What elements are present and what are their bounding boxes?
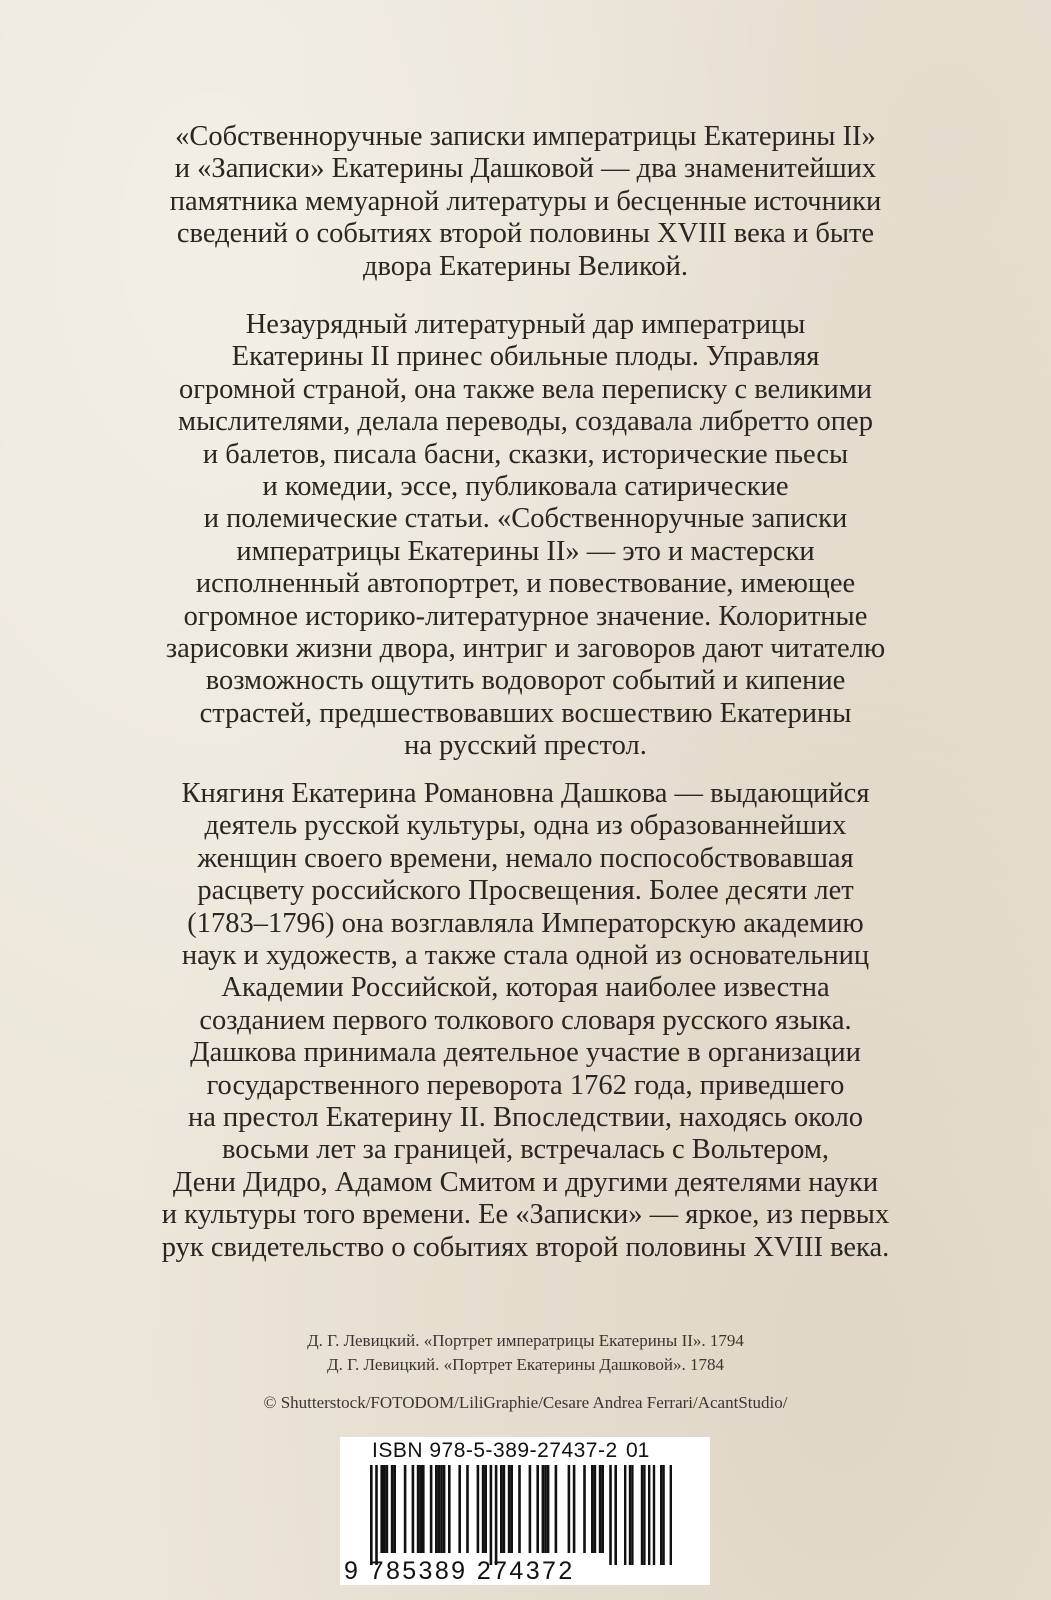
text-line: страстей, предшествовавших восшествию Екатерины: [199, 697, 852, 729]
barcode-bar: [503, 1465, 506, 1553]
barcode-bar: [484, 1465, 487, 1553]
barcode-bar: [443, 1465, 446, 1553]
annotation-paragraph-1: [100, 121, 951, 283]
barcode-bar: [477, 1465, 480, 1553]
caption-line: Д. Г. Левицкий. «Портрет императрицы Екатерины II». 1794: [307, 1331, 744, 1350]
barcode-bar: [490, 1465, 493, 1565]
text-line: огромной страной, она также вела переписку с великими: [178, 373, 873, 405]
text-line: Екатерины II принес обильные плоды. Управляя: [231, 341, 820, 373]
caption-line: Д. Г. Левицкий. «Портрет Екатерины Дашковой». 1784: [326, 1355, 725, 1374]
barcode-bar: [544, 1465, 547, 1553]
barcode-bar: [500, 1465, 503, 1553]
text-line: созданием первого толкового словаря русского языка.: [199, 1004, 852, 1036]
text-line: памятника мемуарной литературы и бесценные источники: [169, 185, 882, 217]
text-line: Княгиня Екатерина Романовна Дашкова — выдающийся: [181, 778, 870, 809]
text-line: деятель русской культуры, одна из образованнейших: [204, 810, 847, 842]
barcode-bar: [466, 1465, 469, 1553]
barcode-bar: [609, 1465, 612, 1565]
text-line: сведений о событиях второй половины XVIII века и быте: [176, 218, 875, 250]
text-line: Академии Российской, которая наиболее известна: [221, 972, 830, 1004]
barcode-bar: [594, 1465, 597, 1553]
barcode-bar: [547, 1465, 550, 1553]
barcode-bar: [422, 1465, 425, 1553]
barcode-bar: [386, 1465, 389, 1553]
addon-bar: [653, 1465, 655, 1565]
barcode-bar: [412, 1465, 415, 1553]
text-line: мыслителями, делала переводы, создавала либретто опер: [178, 406, 873, 438]
barcode-bar: [370, 1465, 373, 1565]
addon-bar: [643, 1465, 645, 1565]
addon-bar: [641, 1465, 643, 1565]
barcode-bar: [555, 1465, 558, 1553]
barcode-bar: [417, 1465, 420, 1553]
barcode-bar: [430, 1465, 433, 1553]
ean-digits: 9 785389 274372: [344, 1557, 575, 1585]
text-line: и «Записки» Екатерины Дашковой — два знаменитейших: [174, 153, 877, 185]
text-line: зарисовки жизни двора, интриг и заговоров дают читателю: [165, 633, 886, 665]
text-line: исполненный автопортрет, и повествование, имеющее: [195, 568, 856, 600]
barcode-bar: [599, 1465, 602, 1553]
addon-bar: [631, 1465, 633, 1565]
addon-bar: [670, 1465, 672, 1565]
text-line: и полемические статьи. «Собственноручные записки: [203, 503, 848, 535]
barcode-bar: [573, 1465, 576, 1553]
copyright-line: © Shutterstock/FOTODOM/LiliGraphie/Cesare Andrea Ferrari/AcantStudio/: [263, 1393, 788, 1412]
addon-bar: [629, 1465, 631, 1565]
text-line: императрицы Екатерины II» — это и мастерски: [236, 535, 815, 567]
barcode-bar: [542, 1465, 545, 1553]
barcode-bar: [458, 1465, 461, 1553]
barcode-bar: [529, 1465, 532, 1553]
barcode-bar: [391, 1465, 394, 1553]
text-line: и культуры того времени. Ее «Записки» — яркое, из первых: [161, 1199, 890, 1231]
text-line: расцвету российского Просвещения. Более десяти лет: [197, 875, 854, 907]
isbn-barcode: [340, 1437, 710, 1585]
addon-label: 01: [626, 1439, 650, 1462]
isbn-label: ISBN 978-5-389-27437-2: [372, 1439, 618, 1462]
barcode-bar: [518, 1465, 521, 1553]
barcode-bar: [508, 1465, 511, 1553]
text-line: двора Екатерины Великой.: [362, 250, 689, 282]
text-line: (1783–1796) она возглавляла Императорскую академию: [187, 907, 864, 939]
text-line: и балетов, писала басни, сказки, исторические пьесы: [202, 438, 849, 470]
barcode-bar: [375, 1465, 378, 1565]
text-line: наук и художеств, а также стала одной из основательниц: [181, 940, 870, 972]
text-line: на русский престол.: [404, 730, 647, 762]
text-line: Дени Дидро, Адамом Смитом и другими деятелями науки: [172, 1166, 879, 1198]
text-line: женщин своего времени, немало поспособствовавшая: [197, 842, 854, 874]
text-line: и комедии, эссе, публиковала сатирические: [262, 471, 789, 503]
barcode-bar: [435, 1465, 438, 1553]
barcode-bar: [419, 1465, 422, 1553]
barcode-bar: [393, 1465, 396, 1553]
text-line: государственного переворота 1762 года, приведшего: [206, 1069, 845, 1101]
barcode-bar: [448, 1465, 451, 1553]
addon-bar: [624, 1465, 626, 1565]
barcode-bar: [404, 1465, 407, 1553]
text-line: Незаурядный литературный дар императрицы: [245, 309, 806, 340]
barcode-bar: [583, 1465, 586, 1553]
barcode-bar: [601, 1465, 604, 1553]
text-line: восьми лет за границей, встречалась с Вольтером,: [221, 1134, 830, 1166]
addon-bar: [662, 1465, 664, 1565]
text-line: «Собственноручные записки императрицы Екатерины II»: [175, 121, 876, 152]
barcode-bar: [482, 1465, 485, 1553]
barcode-bar: [380, 1465, 383, 1553]
barcode-bar: [568, 1465, 571, 1553]
barcode-bar: [495, 1465, 498, 1565]
text-line: огромное историко-литературное значение. Колоритные: [183, 600, 868, 632]
illustration-credits: [100, 1329, 951, 1377]
addon-bar: [648, 1465, 650, 1565]
text-line: возможность ощутить водоворот событий и кипение: [205, 665, 846, 697]
annotation-paragraph-2: [100, 309, 951, 763]
barcode-bar: [438, 1465, 441, 1553]
barcode-bar: [536, 1465, 539, 1553]
barcode-bar: [440, 1465, 443, 1553]
annotation-paragraph-3: [100, 778, 951, 1264]
addon-bar: [660, 1465, 662, 1565]
barcode-bar: [591, 1465, 594, 1553]
barcode-bar: [614, 1465, 617, 1565]
text-line: на престол Екатерину II. Впоследствии, находясь около: [187, 1102, 864, 1134]
text-line: Дашкова принимала деятельное участие в организации: [190, 1037, 861, 1069]
barcode-bar: [383, 1465, 386, 1553]
barcode-bar: [510, 1465, 513, 1553]
text-line: рук свидетельство о событиях второй половины XVIII века.: [161, 1231, 890, 1263]
